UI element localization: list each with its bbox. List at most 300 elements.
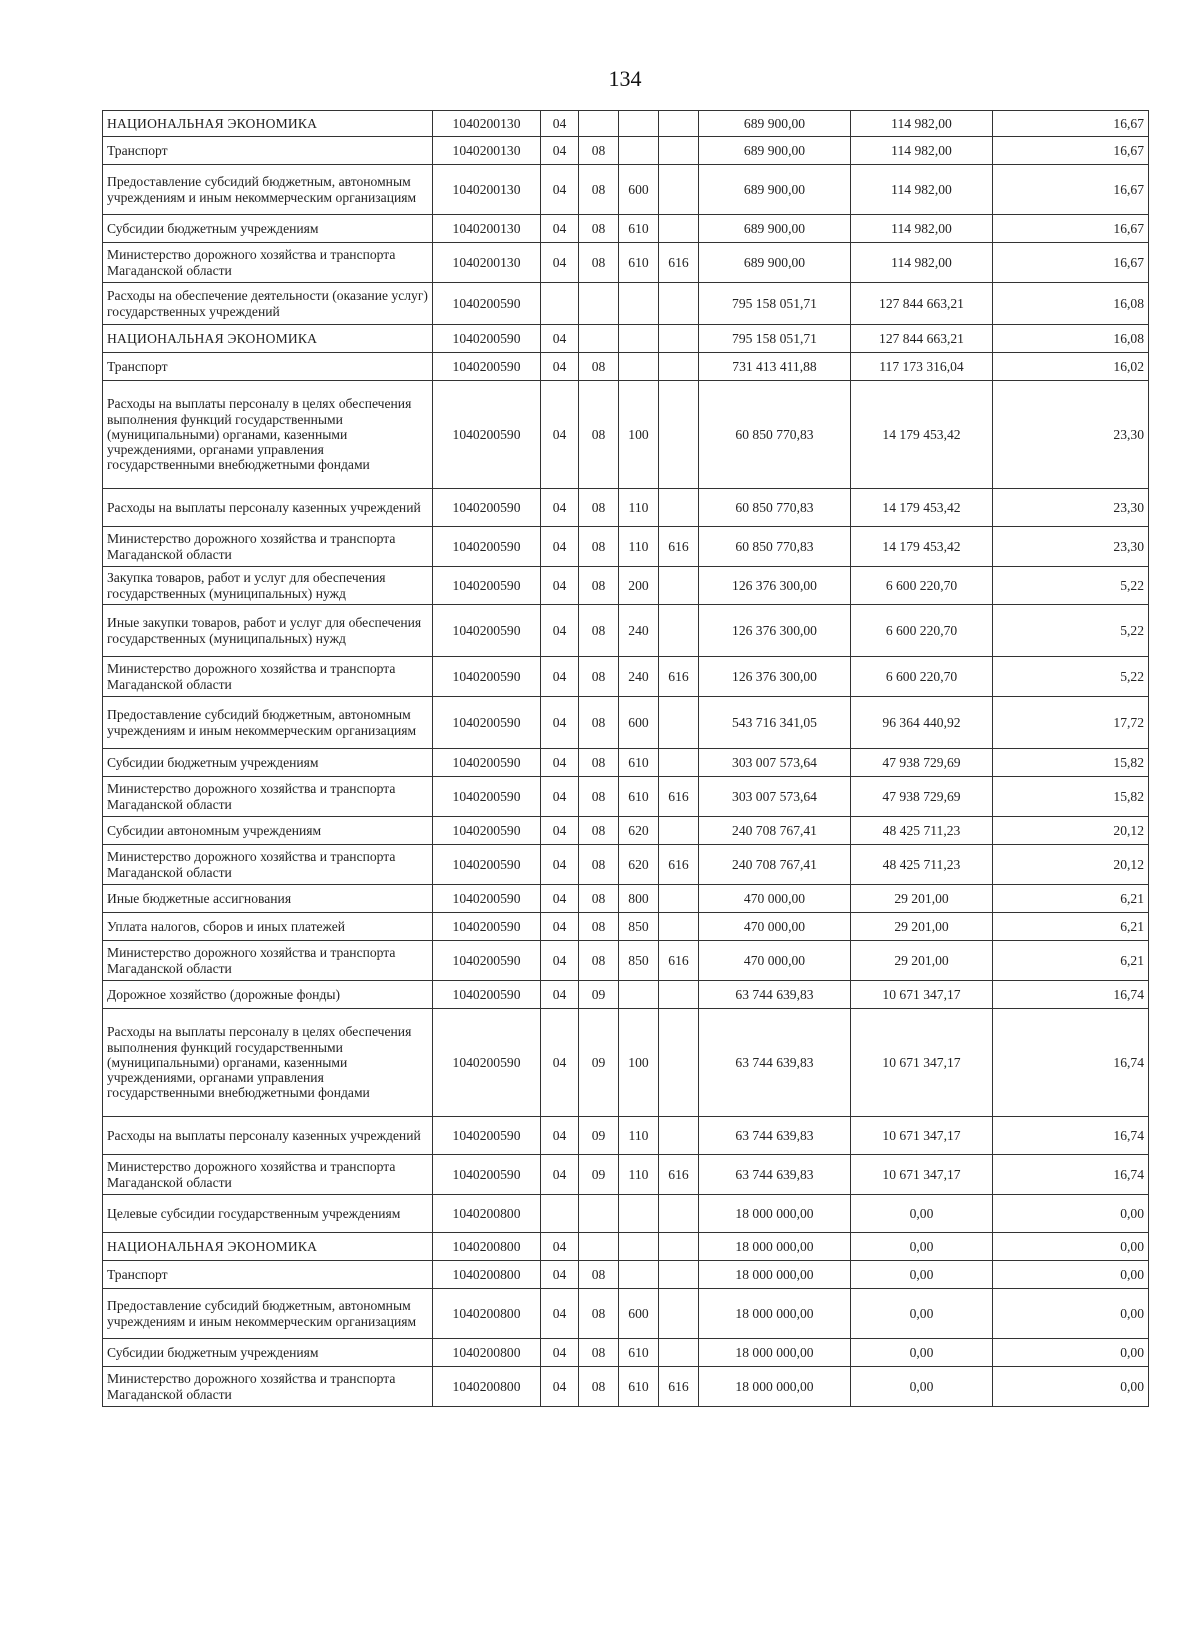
row-expense-type xyxy=(619,353,659,381)
row-administrator xyxy=(659,1339,699,1367)
row-administrator xyxy=(659,165,699,215)
row-executed-amount: 114 982,00 xyxy=(851,215,993,243)
row-name: Министерство дорожного хозяйства и транспорта Магаданской области xyxy=(103,941,433,981)
row-name: Министерство дорожного хозяйства и транспорта Магаданской области xyxy=(103,1155,433,1195)
row-expense-type xyxy=(619,325,659,353)
row-subsection: 09 xyxy=(579,981,619,1009)
row-executed-amount: 0,00 xyxy=(851,1289,993,1339)
row-percent: 15,82 xyxy=(993,749,1149,777)
row-executed-amount: 14 179 453,42 xyxy=(851,527,993,567)
row-section: 04 xyxy=(541,111,579,137)
table-row xyxy=(103,817,1149,845)
row-name: Иные закупки товаров, работ и услуг для обеспечения государственных (муниципальных) нужд xyxy=(103,605,433,657)
row-section: 04 xyxy=(541,243,579,283)
row-planned-amount: 18 000 000,00 xyxy=(699,1339,851,1367)
row-section: 04 xyxy=(541,353,579,381)
row-target-code: 1040200590 xyxy=(433,1117,541,1155)
budget-table xyxy=(102,110,1149,1407)
table-row xyxy=(103,165,1149,215)
row-percent: 5,22 xyxy=(993,567,1149,605)
row-percent: 15,82 xyxy=(993,777,1149,817)
row-target-code: 1040200590 xyxy=(433,777,541,817)
row-expense-type: 240 xyxy=(619,657,659,697)
row-target-code: 1040200590 xyxy=(433,1155,541,1195)
row-planned-amount: 18 000 000,00 xyxy=(699,1233,851,1261)
table-row xyxy=(103,845,1149,885)
row-expense-type: 610 xyxy=(619,1367,659,1407)
row-target-code: 1040200800 xyxy=(433,1289,541,1339)
row-percent: 0,00 xyxy=(993,1195,1149,1233)
row-subsection: 08 xyxy=(579,215,619,243)
row-administrator xyxy=(659,137,699,165)
row-administrator xyxy=(659,353,699,381)
row-target-code: 1040200590 xyxy=(433,489,541,527)
row-target-code: 1040200590 xyxy=(433,353,541,381)
row-executed-amount: 6 600 220,70 xyxy=(851,605,993,657)
row-name: Предоставление субсидий бюджетным, автономным учреждениям и иным некоммерческим организациям xyxy=(103,1289,433,1339)
row-planned-amount: 470 000,00 xyxy=(699,885,851,913)
table-row xyxy=(103,137,1149,165)
row-percent: 16,74 xyxy=(993,981,1149,1009)
table-row xyxy=(103,243,1149,283)
row-planned-amount: 470 000,00 xyxy=(699,913,851,941)
row-planned-amount: 126 376 300,00 xyxy=(699,605,851,657)
row-expense-type: 600 xyxy=(619,165,659,215)
row-percent: 0,00 xyxy=(993,1367,1149,1407)
row-section: 04 xyxy=(541,1261,579,1289)
row-expense-type: 850 xyxy=(619,913,659,941)
row-section: 04 xyxy=(541,1155,579,1195)
row-administrator xyxy=(659,1233,699,1261)
row-planned-amount: 689 900,00 xyxy=(699,111,851,137)
row-section: 04 xyxy=(541,1289,579,1339)
row-administrator xyxy=(659,981,699,1009)
row-subsection: 08 xyxy=(579,605,619,657)
row-target-code: 1040200130 xyxy=(433,243,541,283)
row-target-code: 1040200800 xyxy=(433,1367,541,1407)
table-row xyxy=(103,1367,1149,1407)
table-row xyxy=(103,527,1149,567)
row-name: Дорожное хозяйство (дорожные фонды) xyxy=(103,981,433,1009)
row-expense-type: 110 xyxy=(619,527,659,567)
table-row xyxy=(103,749,1149,777)
row-name: Субсидии автономным учреждениям xyxy=(103,817,433,845)
table-row xyxy=(103,941,1149,981)
row-percent: 5,22 xyxy=(993,605,1149,657)
table-row xyxy=(103,215,1149,243)
row-expense-type: 100 xyxy=(619,1009,659,1117)
table-row xyxy=(103,885,1149,913)
row-percent: 23,30 xyxy=(993,489,1149,527)
table-row xyxy=(103,1117,1149,1155)
row-executed-amount: 6 600 220,70 xyxy=(851,657,993,697)
row-section: 04 xyxy=(541,845,579,885)
row-administrator: 616 xyxy=(659,777,699,817)
row-planned-amount: 126 376 300,00 xyxy=(699,657,851,697)
row-section: 04 xyxy=(541,527,579,567)
row-executed-amount: 0,00 xyxy=(851,1367,993,1407)
row-target-code: 1040200800 xyxy=(433,1261,541,1289)
row-percent: 20,12 xyxy=(993,817,1149,845)
row-expense-type: 610 xyxy=(619,243,659,283)
row-section: 04 xyxy=(541,1367,579,1407)
row-executed-amount: 48 425 711,23 xyxy=(851,845,993,885)
row-executed-amount: 10 671 347,17 xyxy=(851,1009,993,1117)
row-executed-amount: 0,00 xyxy=(851,1261,993,1289)
row-name: Транспорт xyxy=(103,353,433,381)
row-name: Субсидии бюджетным учреждениям xyxy=(103,749,433,777)
row-executed-amount: 47 938 729,69 xyxy=(851,749,993,777)
row-planned-amount: 18 000 000,00 xyxy=(699,1195,851,1233)
row-name: Расходы на выплаты персоналу в целях обеспечения выполнения функций государственными (муниципальными) органами, казенными учреждениями, органами управления государственными внебюджетными фондами xyxy=(103,1009,433,1117)
row-planned-amount: 689 900,00 xyxy=(699,243,851,283)
row-subsection: 08 xyxy=(579,381,619,489)
row-section: 04 xyxy=(541,657,579,697)
row-percent: 0,00 xyxy=(993,1339,1149,1367)
row-subsection: 09 xyxy=(579,1117,619,1155)
row-planned-amount: 18 000 000,00 xyxy=(699,1367,851,1407)
row-subsection xyxy=(579,1195,619,1233)
row-percent: 6,21 xyxy=(993,941,1149,981)
row-name: Целевые субсидии государственным учреждениям xyxy=(103,1195,433,1233)
budget-table-body xyxy=(103,111,1149,1407)
row-planned-amount: 240 708 767,41 xyxy=(699,817,851,845)
row-planned-amount: 126 376 300,00 xyxy=(699,567,851,605)
row-planned-amount: 63 744 639,83 xyxy=(699,1009,851,1117)
row-planned-amount: 303 007 573,64 xyxy=(699,749,851,777)
row-section: 04 xyxy=(541,749,579,777)
row-target-code: 1040200590 xyxy=(433,697,541,749)
row-executed-amount: 114 982,00 xyxy=(851,165,993,215)
row-section: 04 xyxy=(541,1117,579,1155)
row-name: НАЦИОНАЛЬНАЯ ЭКОНОМИКА xyxy=(103,1233,433,1261)
row-expense-type: 200 xyxy=(619,567,659,605)
row-planned-amount: 731 413 411,88 xyxy=(699,353,851,381)
row-expense-type: 100 xyxy=(619,381,659,489)
row-target-code: 1040200800 xyxy=(433,1233,541,1261)
row-name: Предоставление субсидий бюджетным, автономным учреждениям и иным некоммерческим организациям xyxy=(103,697,433,749)
row-planned-amount: 795 158 051,71 xyxy=(699,325,851,353)
row-planned-amount: 795 158 051,71 xyxy=(699,283,851,325)
table-row xyxy=(103,353,1149,381)
row-administrator xyxy=(659,913,699,941)
row-section xyxy=(541,1195,579,1233)
row-administrator xyxy=(659,215,699,243)
row-section: 04 xyxy=(541,165,579,215)
row-planned-amount: 63 744 639,83 xyxy=(699,981,851,1009)
row-target-code: 1040200590 xyxy=(433,845,541,885)
row-percent: 5,22 xyxy=(993,657,1149,697)
row-expense-type xyxy=(619,1261,659,1289)
row-planned-amount: 470 000,00 xyxy=(699,941,851,981)
row-executed-amount: 114 982,00 xyxy=(851,243,993,283)
row-section: 04 xyxy=(541,981,579,1009)
row-planned-amount: 63 744 639,83 xyxy=(699,1117,851,1155)
row-executed-amount: 6 600 220,70 xyxy=(851,567,993,605)
row-section: 04 xyxy=(541,817,579,845)
row-percent: 16,67 xyxy=(993,243,1149,283)
row-subsection xyxy=(579,1233,619,1261)
row-expense-type: 600 xyxy=(619,1289,659,1339)
row-percent: 16,67 xyxy=(993,111,1149,137)
row-subsection: 08 xyxy=(579,845,619,885)
table-row xyxy=(103,1289,1149,1339)
row-expense-type: 800 xyxy=(619,885,659,913)
row-name: Расходы на выплаты персоналу в целях обеспечения выполнения функций государственными (муниципальными) органами, казенными учреждениями, органами управления государственными внебюджетными фондами xyxy=(103,381,433,489)
row-percent: 16,67 xyxy=(993,165,1149,215)
row-percent: 16,08 xyxy=(993,283,1149,325)
row-planned-amount: 18 000 000,00 xyxy=(699,1261,851,1289)
row-subsection: 08 xyxy=(579,353,619,381)
row-target-code: 1040200590 xyxy=(433,913,541,941)
row-planned-amount: 63 744 639,83 xyxy=(699,1155,851,1195)
row-section: 04 xyxy=(541,941,579,981)
row-section: 04 xyxy=(541,137,579,165)
row-percent: 6,21 xyxy=(993,913,1149,941)
row-percent: 17,72 xyxy=(993,697,1149,749)
row-expense-type: 620 xyxy=(619,845,659,885)
row-expense-type xyxy=(619,1233,659,1261)
row-expense-type: 110 xyxy=(619,1155,659,1195)
row-percent: 16,08 xyxy=(993,325,1149,353)
row-administrator: 616 xyxy=(659,1155,699,1195)
row-executed-amount: 114 982,00 xyxy=(851,137,993,165)
row-administrator xyxy=(659,567,699,605)
row-administrator: 616 xyxy=(659,1367,699,1407)
row-administrator xyxy=(659,817,699,845)
row-section: 04 xyxy=(541,1339,579,1367)
table-row xyxy=(103,567,1149,605)
row-expense-type: 610 xyxy=(619,777,659,817)
row-percent: 0,00 xyxy=(993,1233,1149,1261)
row-target-code: 1040200590 xyxy=(433,981,541,1009)
row-target-code: 1040200590 xyxy=(433,381,541,489)
row-planned-amount: 303 007 573,64 xyxy=(699,777,851,817)
row-section: 04 xyxy=(541,489,579,527)
row-percent: 16,74 xyxy=(993,1117,1149,1155)
row-administrator xyxy=(659,111,699,137)
row-expense-type: 610 xyxy=(619,1339,659,1367)
table-row xyxy=(103,283,1149,325)
row-percent: 16,67 xyxy=(993,137,1149,165)
table-row xyxy=(103,777,1149,817)
row-executed-amount: 48 425 711,23 xyxy=(851,817,993,845)
row-subsection: 09 xyxy=(579,1009,619,1117)
table-row xyxy=(103,1195,1149,1233)
row-name: Транспорт xyxy=(103,137,433,165)
row-percent: 16,02 xyxy=(993,353,1149,381)
row-executed-amount: 10 671 347,17 xyxy=(851,981,993,1009)
row-target-code: 1040200130 xyxy=(433,137,541,165)
row-planned-amount: 543 716 341,05 xyxy=(699,697,851,749)
row-target-code: 1040200590 xyxy=(433,527,541,567)
row-subsection: 08 xyxy=(579,913,619,941)
row-subsection: 08 xyxy=(579,1367,619,1407)
row-administrator xyxy=(659,697,699,749)
row-subsection: 08 xyxy=(579,527,619,567)
row-expense-type xyxy=(619,1195,659,1233)
row-section: 04 xyxy=(541,567,579,605)
row-expense-type: 610 xyxy=(619,749,659,777)
row-expense-type: 110 xyxy=(619,1117,659,1155)
row-name: НАЦИОНАЛЬНАЯ ЭКОНОМИКА xyxy=(103,325,433,353)
row-executed-amount: 114 982,00 xyxy=(851,111,993,137)
row-name: Расходы на обеспечение деятельности (оказание услуг) государственных учреждений xyxy=(103,283,433,325)
row-executed-amount: 0,00 xyxy=(851,1233,993,1261)
row-expense-type: 240 xyxy=(619,605,659,657)
row-name: Уплата налогов, сборов и иных платежей xyxy=(103,913,433,941)
row-percent: 23,30 xyxy=(993,381,1149,489)
row-section: 04 xyxy=(541,325,579,353)
row-target-code: 1040200590 xyxy=(433,885,541,913)
table-row xyxy=(103,1261,1149,1289)
row-planned-amount: 689 900,00 xyxy=(699,137,851,165)
row-name: Министерство дорожного хозяйства и транспорта Магаданской области xyxy=(103,657,433,697)
row-expense-type: 620 xyxy=(619,817,659,845)
row-administrator xyxy=(659,885,699,913)
row-section: 04 xyxy=(541,1009,579,1117)
row-planned-amount: 60 850 770,83 xyxy=(699,527,851,567)
row-planned-amount: 60 850 770,83 xyxy=(699,381,851,489)
row-expense-type: 600 xyxy=(619,697,659,749)
row-percent: 16,67 xyxy=(993,215,1149,243)
row-percent: 16,74 xyxy=(993,1009,1149,1117)
row-executed-amount: 10 671 347,17 xyxy=(851,1117,993,1155)
row-target-code: 1040200590 xyxy=(433,1009,541,1117)
row-administrator xyxy=(659,1195,699,1233)
row-planned-amount: 60 850 770,83 xyxy=(699,489,851,527)
row-name: Предоставление субсидий бюджетным, автономным учреждениям и иным некоммерческим организациям xyxy=(103,165,433,215)
row-name: Иные бюджетные ассигнования xyxy=(103,885,433,913)
table-row xyxy=(103,1009,1149,1117)
table-row xyxy=(103,111,1149,137)
row-subsection: 08 xyxy=(579,489,619,527)
row-target-code: 1040200590 xyxy=(433,817,541,845)
row-executed-amount: 0,00 xyxy=(851,1339,993,1367)
row-subsection xyxy=(579,325,619,353)
row-section: 04 xyxy=(541,1233,579,1261)
row-executed-amount: 96 364 440,92 xyxy=(851,697,993,749)
row-name: Транспорт xyxy=(103,1261,433,1289)
row-section: 04 xyxy=(541,215,579,243)
row-administrator: 616 xyxy=(659,845,699,885)
row-target-code: 1040200130 xyxy=(433,215,541,243)
row-executed-amount: 29 201,00 xyxy=(851,941,993,981)
table-row xyxy=(103,657,1149,697)
row-executed-amount: 14 179 453,42 xyxy=(851,381,993,489)
row-planned-amount: 689 900,00 xyxy=(699,215,851,243)
row-target-code: 1040200590 xyxy=(433,283,541,325)
row-section: 04 xyxy=(541,697,579,749)
row-executed-amount: 127 844 663,21 xyxy=(851,325,993,353)
row-administrator: 616 xyxy=(659,527,699,567)
row-name: Министерство дорожного хозяйства и транспорта Магаданской области xyxy=(103,527,433,567)
row-subsection xyxy=(579,283,619,325)
row-target-code: 1040200590 xyxy=(433,657,541,697)
row-subsection: 08 xyxy=(579,657,619,697)
row-target-code: 1040200590 xyxy=(433,941,541,981)
row-name: Закупка товаров, работ и услуг для обеспечения государственных (муниципальных) нужд xyxy=(103,567,433,605)
row-subsection: 08 xyxy=(579,243,619,283)
row-target-code: 1040200590 xyxy=(433,325,541,353)
row-subsection: 08 xyxy=(579,885,619,913)
row-percent: 20,12 xyxy=(993,845,1149,885)
row-executed-amount: 0,00 xyxy=(851,1195,993,1233)
row-name: НАЦИОНАЛЬНАЯ ЭКОНОМИКА xyxy=(103,111,433,137)
row-administrator xyxy=(659,605,699,657)
row-subsection: 09 xyxy=(579,1155,619,1195)
row-subsection xyxy=(579,111,619,137)
row-administrator xyxy=(659,1117,699,1155)
table-row xyxy=(103,981,1149,1009)
row-administrator xyxy=(659,749,699,777)
row-expense-type xyxy=(619,283,659,325)
table-row xyxy=(103,489,1149,527)
row-executed-amount: 10 671 347,17 xyxy=(851,1155,993,1195)
row-subsection: 08 xyxy=(579,1289,619,1339)
row-target-code: 1040200130 xyxy=(433,165,541,215)
row-administrator xyxy=(659,283,699,325)
row-subsection: 08 xyxy=(579,777,619,817)
row-name: Министерство дорожного хозяйства и транспорта Магаданской области xyxy=(103,777,433,817)
row-subsection: 08 xyxy=(579,567,619,605)
row-administrator xyxy=(659,381,699,489)
page-number: 134 xyxy=(608,66,642,91)
row-administrator: 616 xyxy=(659,243,699,283)
table-row xyxy=(103,1155,1149,1195)
row-expense-type: 610 xyxy=(619,215,659,243)
row-executed-amount: 29 201,00 xyxy=(851,885,993,913)
row-section: 04 xyxy=(541,885,579,913)
row-executed-amount: 47 938 729,69 xyxy=(851,777,993,817)
row-expense-type xyxy=(619,981,659,1009)
row-executed-amount: 117 173 316,04 xyxy=(851,353,993,381)
row-executed-amount: 127 844 663,21 xyxy=(851,283,993,325)
row-name: Субсидии бюджетным учреждениям xyxy=(103,215,433,243)
row-planned-amount: 240 708 767,41 xyxy=(699,845,851,885)
row-section: 04 xyxy=(541,605,579,657)
table-row xyxy=(103,1339,1149,1367)
row-administrator xyxy=(659,1289,699,1339)
row-subsection: 08 xyxy=(579,1339,619,1367)
row-percent: 0,00 xyxy=(993,1261,1149,1289)
row-subsection: 08 xyxy=(579,697,619,749)
row-administrator xyxy=(659,1261,699,1289)
row-subsection: 08 xyxy=(579,749,619,777)
table-row xyxy=(103,605,1149,657)
row-planned-amount: 689 900,00 xyxy=(699,165,851,215)
row-administrator: 616 xyxy=(659,657,699,697)
table-row xyxy=(103,325,1149,353)
row-section: 04 xyxy=(541,381,579,489)
row-administrator xyxy=(659,1009,699,1117)
row-target-code: 1040200590 xyxy=(433,567,541,605)
row-target-code: 1040200590 xyxy=(433,605,541,657)
row-subsection: 08 xyxy=(579,817,619,845)
row-planned-amount: 18 000 000,00 xyxy=(699,1289,851,1339)
row-name: Расходы на выплаты персоналу казенных учреждений xyxy=(103,1117,433,1155)
row-percent: 6,21 xyxy=(993,885,1149,913)
row-name: Субсидии бюджетным учреждениям xyxy=(103,1339,433,1367)
table-row xyxy=(103,697,1149,749)
row-administrator xyxy=(659,489,699,527)
row-name: Расходы на выплаты персоналу казенных учреждений xyxy=(103,489,433,527)
row-subsection: 08 xyxy=(579,941,619,981)
row-target-code: 1040200590 xyxy=(433,749,541,777)
row-administrator xyxy=(659,325,699,353)
row-percent: 16,74 xyxy=(993,1155,1149,1195)
row-section xyxy=(541,283,579,325)
